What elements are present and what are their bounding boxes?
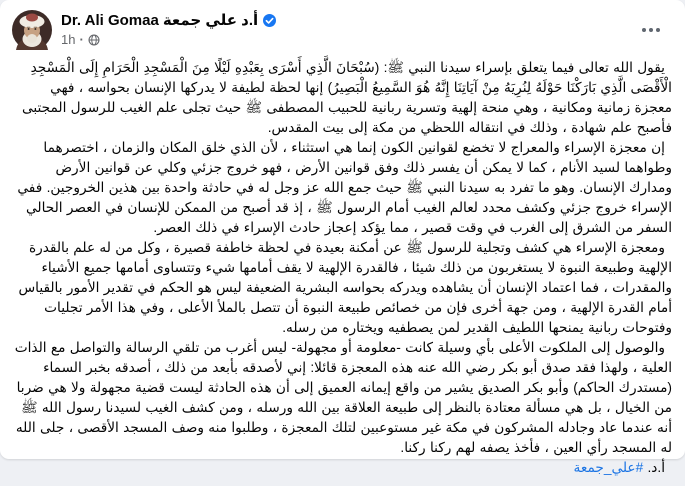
author-name[interactable]: [61, 11, 258, 29]
profile-photo: [12, 10, 52, 50]
ellipsis-icon: [656, 28, 660, 32]
avatar[interactable]: [12, 10, 52, 50]
hashtag-link[interactable]: #علي_جمعة: [573, 460, 644, 475]
post-paragraph: يقول الله تعالى فيما يتعلق بإسراء سيدنا النبي ﷺ: (سُبْحَانَ الَّذِي أَسْرَى بِعَبْدِهِ لَيْلًا مِنَ الْمَسْجِدِ الْحَرَامِ إِلَى الْمَسْجِدِ الْأَقْصَى الَّذِي بَارَكْنَا حَوْلَهُ لِنُرِيَهُ مِنْ آيَاتِنَا إِنَّهُ هُوَ السَّمِيعُ الْبَصِيرُ) إنها لحظة لطيفة لا يدركها الإنسان بحواسه ، فهي معجزة زمانية ومكانية ، وهي منحة إلهية وتسرية ربانية للحبيب المصطفى ﷺ حيث تجلى علم الغيب للرسول المجتبى فأصبح علم شهادة ، وذلك في انتقاله اللحظي من مكة إلى بيت المقدس.: [21, 60, 672, 135]
dot-separator: ·: [79, 32, 84, 47]
post-header: [0, 0, 685, 52]
signature-prefix: أ.د.: [643, 460, 665, 475]
post-paragraph: ومعجزة الإسراء هي كشف وتجلية للرسول ﷺ عن أمكنة بعيدة في لحظة خاطفة قصيرة ، وكل من له علم بالقدرة الإلهية وطبيعة النبوة لا يستغربون من ذلك شيئا ، فالقدرة الإلهية لا يقف أمامها شيء وتتساوى أمامها جميع الأشياء والمقدرات ، فما اعتماد الإنسان أن يشاهده ويدركه بحواسه البشرية الضعيفة ليس هو الحكم في تقدير الأمور بالقياس أمام القدرة الإلهية ، ومن جهة أخرى فإن من خصائص طبيعة النبوة أن تتصل بالملأ الأعلى ، وفي هذا الأمر تجليات وفتوحات ربانية يمنحها اللطيف القدير لمن يصطفيه ويختاره من رسله.: [18, 240, 672, 335]
post-text: [0, 52, 685, 486]
author-name-en: Dr. Ali Gomaa: [61, 12, 159, 29]
author-line: [61, 11, 276, 29]
signature-line: [12, 458, 672, 478]
post-paragraph: إن معجزة الإسراء والمعراج لا تخضع لقوانين الكون إنما هي استثناء ، لأن الذي خلق المكان والزمان ، اختصرهما وطواهما لسيد الأنام ، كما لا يمكن أن يفسر ذلك وفق قوانين الأرض ، فهو خروج جزئي وكلي عن قوانين الأرض ومدارك الإنسان. وهو ما تفرد به سيدنا النبي ﷺ حيث جمع الله عز وجل له في حادثة واحدة بين هذين الخروجين. ففي الإسراء خروج جزئي وكشف محدد لعالم الغيب أمام الرسول ﷺ ، إذ قد أصبح من الممكن للإنسان في العصر الحالي السفر من الشرق إلى الغرب في وقت قصير ، مما يؤكد إعجاز حادث الإسراء في ذلك العصر.: [17, 140, 672, 235]
author-name-ar: أ.د علي جمعة: [162, 12, 259, 29]
ellipsis-icon: [649, 28, 653, 32]
ellipsis-icon: [642, 28, 646, 32]
globe-icon: [88, 34, 100, 46]
header-text: [61, 10, 276, 47]
more-options-button[interactable]: [635, 18, 667, 42]
post-timestamp[interactable]: 1h: [61, 32, 76, 47]
post-paragraph: والوصول إلى الملكوت الأعلى بأي وسيلة كانت -معلومة أو مجهولة- ليس أغرب من تلقي الرسالة والتواصل مع الذات العلية ، ولهذا فقد صدق أبو بكر رضي الله عنه هذه المعجزة قائلا: إني لأصدقه بأبعد من ذلك ، أصدقه بخبر السماء (مستدرك الحاكم) وأبو بكر الصديق يشير من واقع إيمانه العميق إلى أن هذه الحادثة ليست قضية مجهولة ولا هي ضربا من الخيال ، بل هي مسألة معتادة بالنظر إلى طبيعة العلاقة بين الله ورسله ، ومن كشف الغيب لسيدنا رسول الله ﷺ أنه عندما عاد وجادله المشركون في مكة غير مستوعبين لتلك المعجزة ، وطلبوا منه وصف المسجد الأقصى ، جلى الله له المسجد رأي العين ، فأخذ يصفه لهم ركنا ركنا.: [14, 340, 672, 455]
verified-badge-icon: [263, 14, 276, 27]
meta-line: [61, 32, 276, 47]
